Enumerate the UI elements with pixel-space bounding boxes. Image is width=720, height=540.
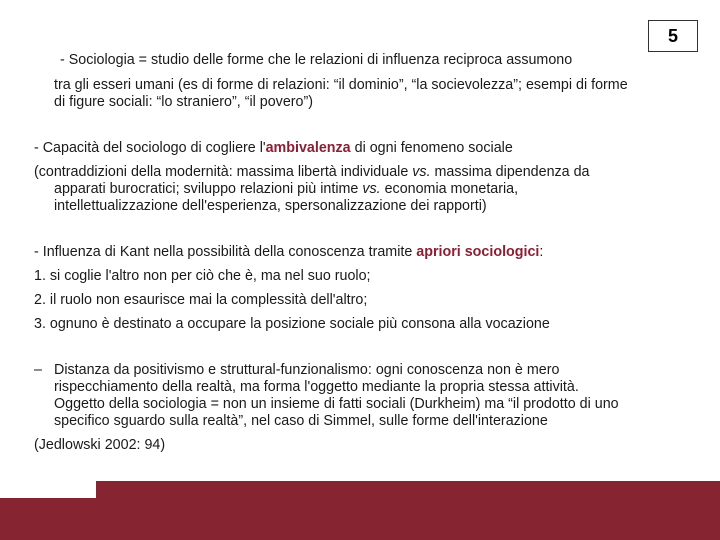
text-segment: (contraddizioni della modernità: massima libertà individuale xyxy=(34,164,413,180)
text-segment: : xyxy=(539,244,544,260)
highlight-ambivalenza: ambivalenza xyxy=(265,140,351,156)
paragraph-distanza-line3: Oggetto della sociologia = non un insieme di fatti sociali (Durkheim) ma “il prodotto di uno xyxy=(54,396,619,412)
paragraph-distanza-line4: specifico sguardo sulla realtà”, nel caso di Simmel, sulle forme dell'interazione xyxy=(54,413,548,429)
paragraph-ambivalenza-line1 xyxy=(34,140,513,157)
paragraph-ambivalenza-line4: intellettualizzazione dell'esperienza, spersonalizzazione dei rapporti) xyxy=(54,198,487,214)
paragraph-sociologia-line1: - Sociologia = studio delle forme che le relazioni di influenza reciproca assumono xyxy=(60,52,573,68)
text-segment: massima dipendenza da xyxy=(430,164,590,180)
paragraph-ambivalenza-line3 xyxy=(54,181,518,198)
text-segment: economia monetaria, xyxy=(380,181,519,197)
text-segment: - Influenza di Kant nella possibilità della conoscenza tramite xyxy=(34,244,417,260)
list-item-1: 1. si coglie l'altro non per ciò che è, ma nel suo ruolo; xyxy=(34,268,371,284)
text-emphasis: vs. xyxy=(362,181,381,197)
text-segment: - Capacità del sociologo di cogliere l' xyxy=(34,140,266,156)
text-segment: apparati burocratici; sviluppo relazioni più intime xyxy=(54,181,363,197)
paragraph-distanza-line2: rispecchiamento della realtà, ma forma l'oggetto mediante la propria stessa attività. xyxy=(54,379,579,395)
text-segment: di ogni fenomeno sociale xyxy=(350,140,513,156)
slide-number: 5 xyxy=(648,20,698,52)
footer-bar xyxy=(0,481,720,540)
paragraph-sociologia-line3: di figure sociali: “lo straniero”, “il povero”) xyxy=(54,94,314,110)
paragraph-ambivalenza-line2 xyxy=(34,164,590,181)
footer-notch xyxy=(0,481,96,498)
citation: (Jedlowski 2002: 94) xyxy=(34,437,166,453)
list-item-3: 3. ognuno è destinato a occupare la posizione sociale più consona alla vocazione xyxy=(34,316,550,332)
list-item-2: 2. il ruolo non esaurisce mai la complessità dell'altro; xyxy=(34,292,368,308)
paragraph-distanza-line1: Distanza da positivismo e struttural-funzionalismo: ogni conoscenza non è mero xyxy=(54,362,560,378)
dash-bullet: – xyxy=(34,362,42,378)
text-emphasis: vs. xyxy=(412,164,431,180)
highlight-apriori: apriori sociologici xyxy=(416,244,540,260)
paragraph-kant-line1 xyxy=(34,244,543,261)
paragraph-sociologia-line2: tra gli esseri umani (es di forme di relazioni: “il dominio”, “la socievolezza”; esempi di forme xyxy=(54,77,628,93)
